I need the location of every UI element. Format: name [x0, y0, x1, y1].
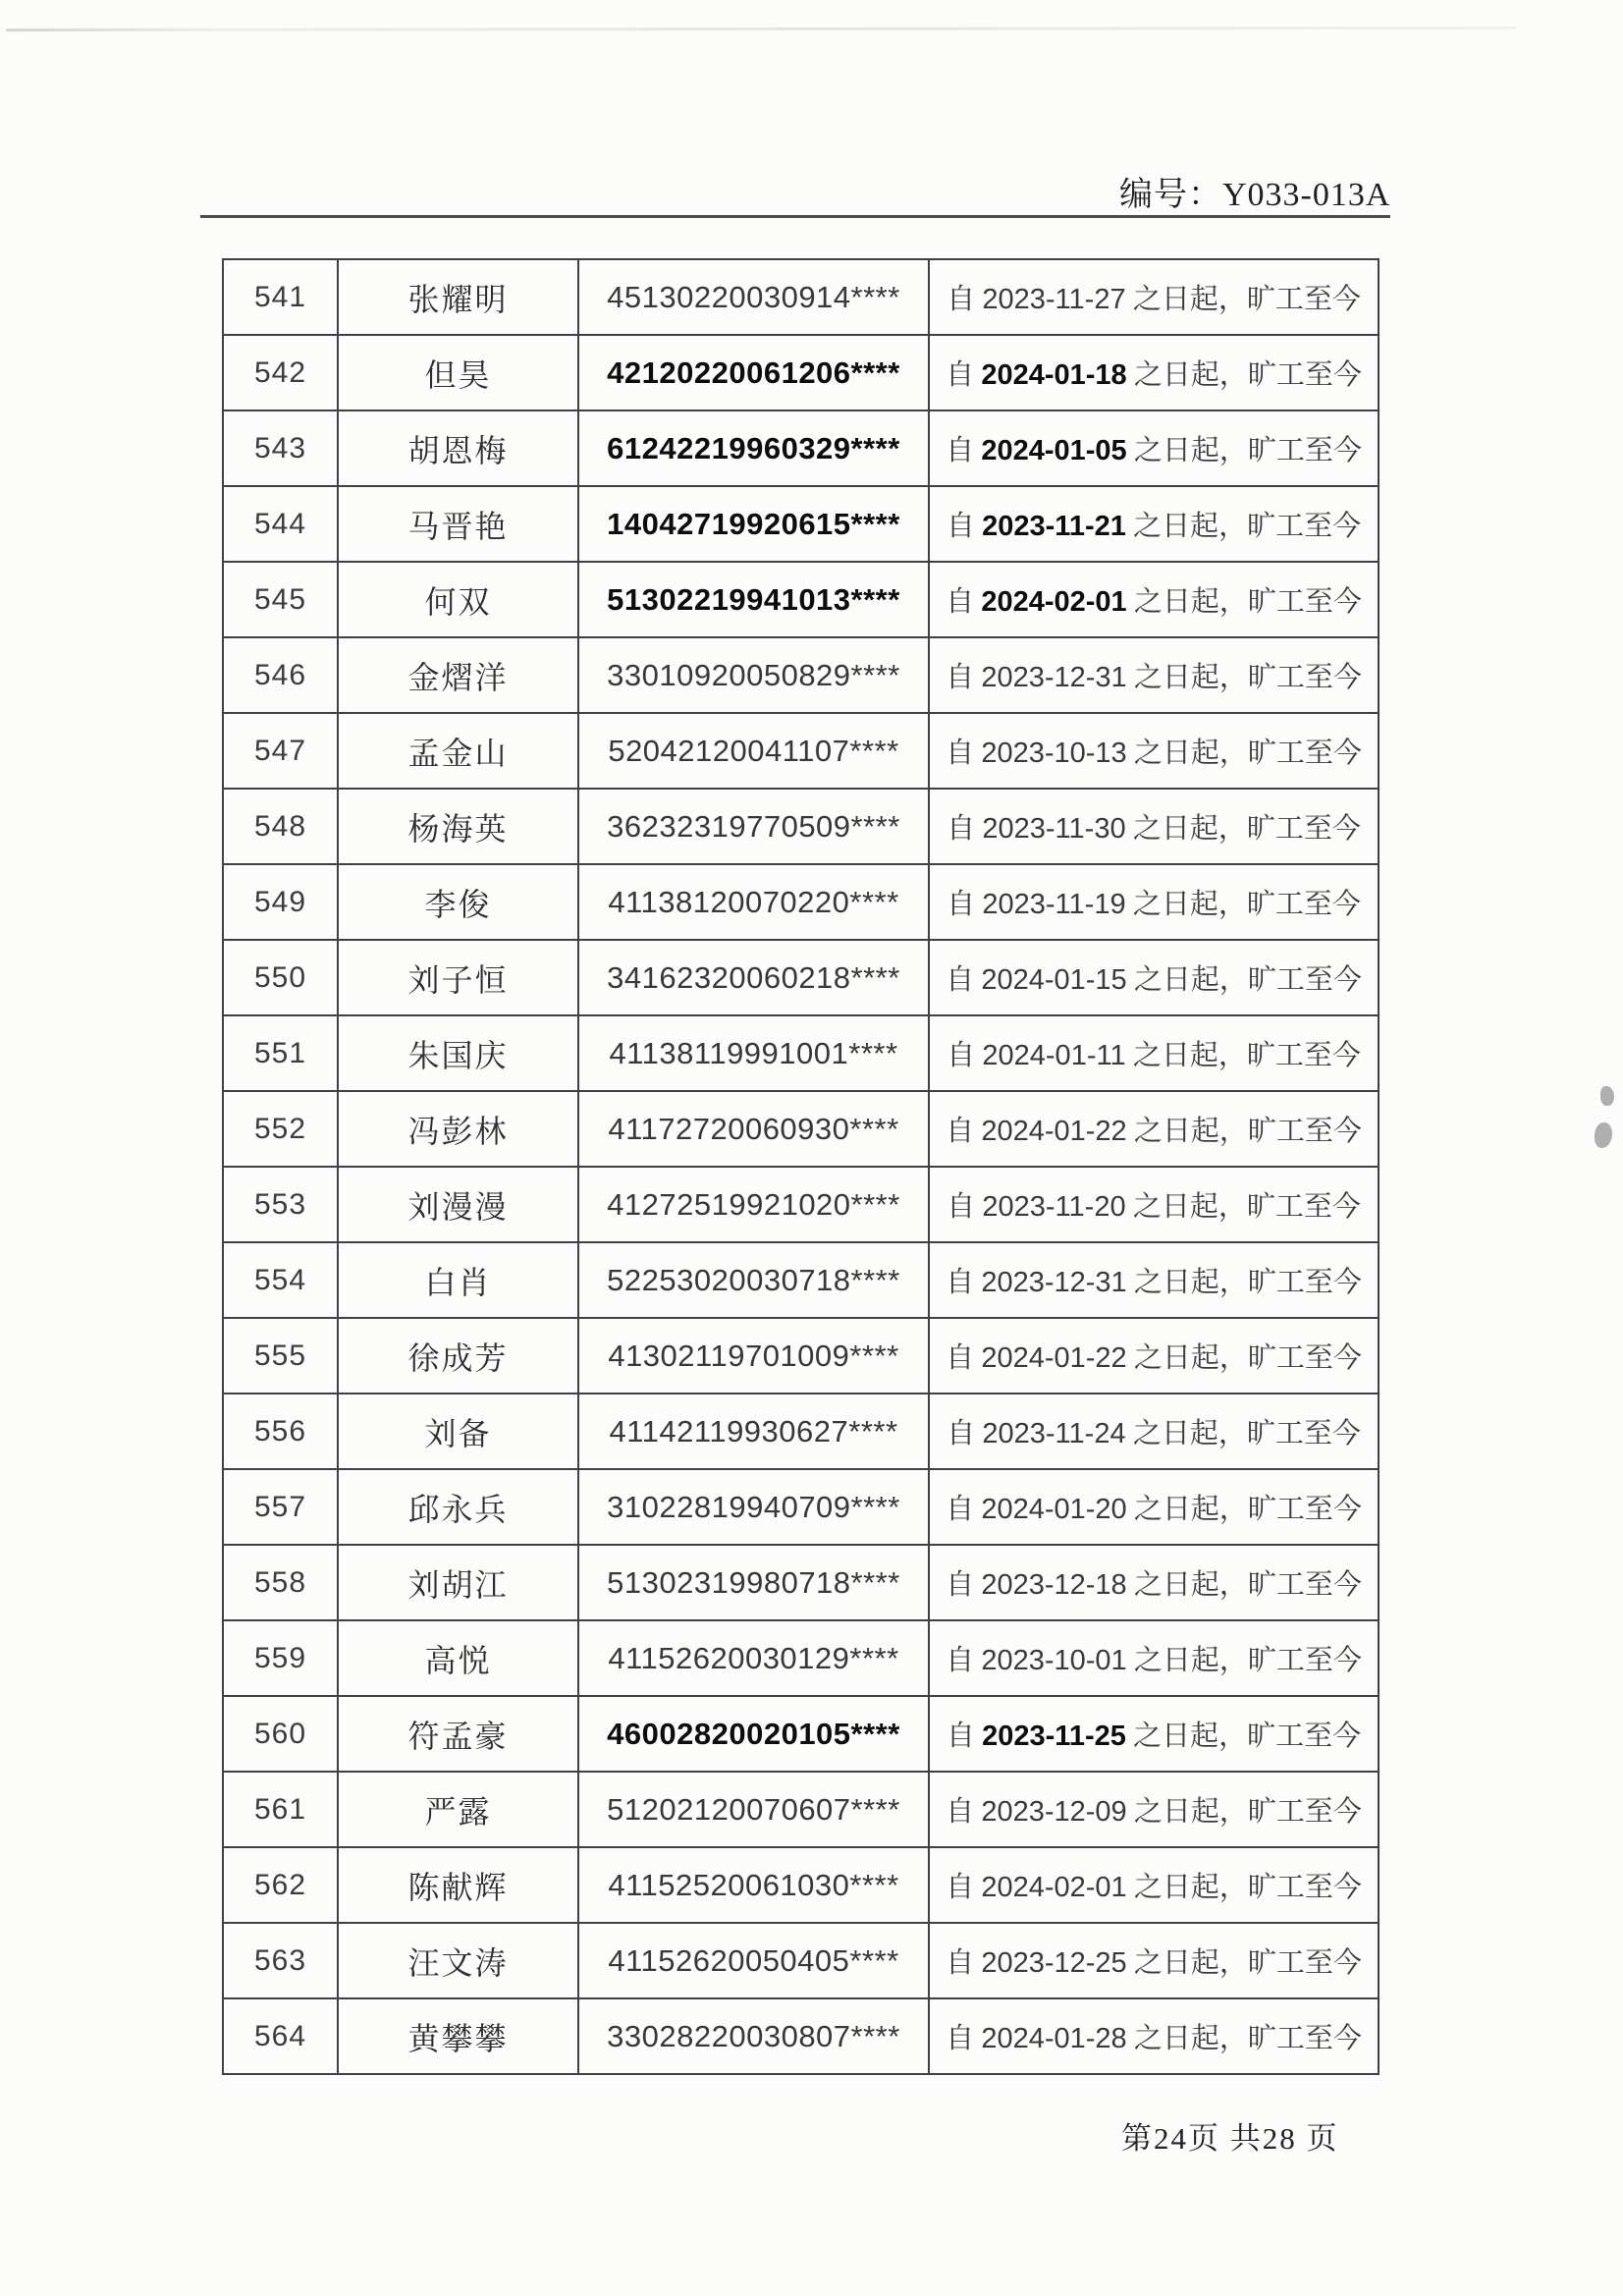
row-number-cell: 552: [223, 1091, 338, 1167]
table-row: [223, 1923, 1379, 1998]
name-cell: 刘胡江: [338, 1545, 578, 1620]
id-number-cell: 61242219960329****: [578, 410, 929, 486]
table-row: [223, 1847, 1379, 1923]
table-row: [223, 1242, 1379, 1318]
row-number-cell: 562: [223, 1847, 338, 1923]
id-number-cell: 31022819940709****: [578, 1469, 929, 1545]
name-cell: 汪文涛: [338, 1923, 578, 1998]
row-number-cell: 549: [223, 864, 338, 940]
name-cell: 张耀明: [338, 259, 578, 335]
row-number-cell: 542: [223, 335, 338, 410]
id-number-cell: 41138120070220****: [578, 864, 929, 940]
name-cell: 邱永兵: [338, 1469, 578, 1545]
absence-date-cell: 自 2024-01-11 之日起，旷工至今: [929, 1015, 1379, 1091]
row-number-cell: 550: [223, 940, 338, 1015]
name-cell: 冯彭林: [338, 1091, 578, 1167]
table-row: [223, 1318, 1379, 1394]
name-cell: 朱国庆: [338, 1015, 578, 1091]
row-number-cell: 553: [223, 1167, 338, 1242]
id-number-cell: 45130220030914****: [578, 259, 929, 335]
document-number: 编号：Y033-013A: [1119, 177, 1391, 213]
row-number-cell: 551: [223, 1015, 338, 1091]
scan-speck: [1600, 1086, 1614, 1106]
id-number-cell: 33010920050829****: [578, 637, 929, 713]
id-number-cell: 41138119991001****: [578, 1015, 929, 1091]
absence-date-cell: 自 2023-12-25 之日起，旷工至今: [929, 1923, 1379, 1998]
absence-date-cell: 自 2024-01-05 之日起，旷工至今: [929, 410, 1379, 486]
absence-date-cell: 自 2023-11-24 之日起，旷工至今: [929, 1394, 1379, 1469]
table-row: [223, 410, 1379, 486]
absence-roster-table: [222, 258, 1380, 2075]
id-number-cell: 41142119930627****: [578, 1394, 929, 1469]
table-row: [223, 1469, 1379, 1545]
absence-date-cell: 自 2023-12-31 之日起，旷工至今: [929, 1242, 1379, 1318]
name-cell: 符孟豪: [338, 1696, 578, 1772]
absence-date-cell: 自 2024-01-20 之日起，旷工至今: [929, 1469, 1379, 1545]
name-cell: 刘子恒: [338, 940, 578, 1015]
row-number-cell: 556: [223, 1394, 338, 1469]
row-number-cell: 563: [223, 1923, 338, 1998]
name-cell: 金熠洋: [338, 637, 578, 713]
name-cell: 何双: [338, 562, 578, 637]
row-number-cell: 546: [223, 637, 338, 713]
name-cell: 刘备: [338, 1394, 578, 1469]
table-row: [223, 486, 1379, 562]
id-number-cell: 52253020030718****: [578, 1242, 929, 1318]
table-row: [223, 1167, 1379, 1242]
table-row: [223, 1545, 1379, 1620]
absence-date-cell: 自 2023-11-20 之日起，旷工至今: [929, 1167, 1379, 1242]
table-body: [223, 259, 1379, 2074]
id-number-cell: 41302119701009****: [578, 1318, 929, 1394]
table-row: [223, 637, 1379, 713]
id-number-cell: 33028220030807****: [578, 1998, 929, 2074]
name-cell: 严露: [338, 1772, 578, 1847]
name-cell: 陈献辉: [338, 1847, 578, 1923]
name-cell: 胡恩梅: [338, 410, 578, 486]
name-cell: 徐成芳: [338, 1318, 578, 1394]
absence-date-cell: 自 2023-10-13 之日起，旷工至今: [929, 713, 1379, 789]
table-row: [223, 1091, 1379, 1167]
row-number-cell: 554: [223, 1242, 338, 1318]
id-number-cell: 36232319770509****: [578, 789, 929, 864]
row-number-cell: 547: [223, 713, 338, 789]
row-number-cell: 561: [223, 1772, 338, 1847]
id-number-cell: 42120220061206****: [578, 335, 929, 410]
id-number-cell: 41152620050405****: [578, 1923, 929, 1998]
scan-speck: [1595, 1122, 1612, 1148]
table-row: [223, 1394, 1379, 1469]
table-row: [223, 1998, 1379, 2074]
absence-date-cell: 自 2024-01-18 之日起，旷工至今: [929, 335, 1379, 410]
row-number-cell: 555: [223, 1318, 338, 1394]
row-number-cell: 557: [223, 1469, 338, 1545]
id-number-cell: 41152620030129****: [578, 1620, 929, 1696]
absence-date-cell: 自 2024-02-01 之日起，旷工至今: [929, 562, 1379, 637]
row-number-cell: 545: [223, 562, 338, 637]
name-cell: 马晋艳: [338, 486, 578, 562]
table-row: [223, 562, 1379, 637]
table-row: [223, 940, 1379, 1015]
scan-artifact-line: [6, 27, 1516, 31]
name-cell: 李俊: [338, 864, 578, 940]
table-row: [223, 1620, 1379, 1696]
absence-date-cell: 自 2024-01-15 之日起，旷工至今: [929, 940, 1379, 1015]
table-row: [223, 1015, 1379, 1091]
table-row: [223, 1696, 1379, 1772]
table-row: [223, 789, 1379, 864]
absence-date-cell: 自 2023-10-01 之日起，旷工至今: [929, 1620, 1379, 1696]
id-number-cell: 46002820020105****: [578, 1696, 929, 1772]
row-number-cell: 558: [223, 1545, 338, 1620]
absence-date-cell: 自 2023-12-31 之日起，旷工至今: [929, 637, 1379, 713]
row-number-cell: 541: [223, 259, 338, 335]
name-cell: 孟金山: [338, 713, 578, 789]
table-row: [223, 864, 1379, 940]
absence-date-cell: 自 2023-12-18 之日起，旷工至今: [929, 1545, 1379, 1620]
table-row: [223, 335, 1379, 410]
row-number-cell: 559: [223, 1620, 338, 1696]
id-number-cell: 51302319980718****: [578, 1545, 929, 1620]
table-row: [223, 713, 1379, 789]
header-rule: [200, 215, 1390, 218]
table-row: [223, 1772, 1379, 1847]
name-cell: 白肖: [338, 1242, 578, 1318]
row-number-cell: 544: [223, 486, 338, 562]
id-number-cell: 41152520061030****: [578, 1847, 929, 1923]
absence-date-cell: 自 2024-01-22 之日起，旷工至今: [929, 1091, 1379, 1167]
id-number-cell: 51202120070607****: [578, 1772, 929, 1847]
name-cell: 但昊: [338, 335, 578, 410]
absence-date-cell: 自 2023-12-09 之日起，旷工至今: [929, 1772, 1379, 1847]
absence-date-cell: 自 2024-01-28 之日起，旷工至今: [929, 1998, 1379, 2074]
absence-date-cell: 自 2023-11-25 之日起，旷工至今: [929, 1696, 1379, 1772]
row-number-cell: 560: [223, 1696, 338, 1772]
id-number-cell: 41272519921020****: [578, 1167, 929, 1242]
name-cell: 黄攀攀: [338, 1998, 578, 2074]
name-cell: 杨海英: [338, 789, 578, 864]
absence-date-cell: 自 2024-02-01 之日起，旷工至今: [929, 1847, 1379, 1923]
absence-date-cell: 自 2023-11-30 之日起，旷工至今: [929, 789, 1379, 864]
absence-date-cell: 自 2023-11-19 之日起，旷工至今: [929, 864, 1379, 940]
id-number-cell: 51302219941013****: [578, 562, 929, 637]
id-number-cell: 14042719920615****: [578, 486, 929, 562]
name-cell: 高悦: [338, 1620, 578, 1696]
row-number-cell: 548: [223, 789, 338, 864]
absence-date-cell: 自 2023-11-27 之日起，旷工至今: [929, 259, 1379, 335]
id-number-cell: 52042120041107****: [578, 713, 929, 789]
id-number-cell: 34162320060218****: [578, 940, 929, 1015]
name-cell: 刘漫漫: [338, 1167, 578, 1242]
table-row: [223, 259, 1379, 335]
id-number-cell: 41172720060930****: [578, 1091, 929, 1167]
absence-date-cell: 自 2024-01-22 之日起，旷工至今: [929, 1318, 1379, 1394]
page-number: 第24页 共28 页: [1121, 2121, 1339, 2156]
row-number-cell: 564: [223, 1998, 338, 2074]
absence-date-cell: 自 2023-11-21 之日起，旷工至今: [929, 486, 1379, 562]
row-number-cell: 543: [223, 410, 338, 486]
